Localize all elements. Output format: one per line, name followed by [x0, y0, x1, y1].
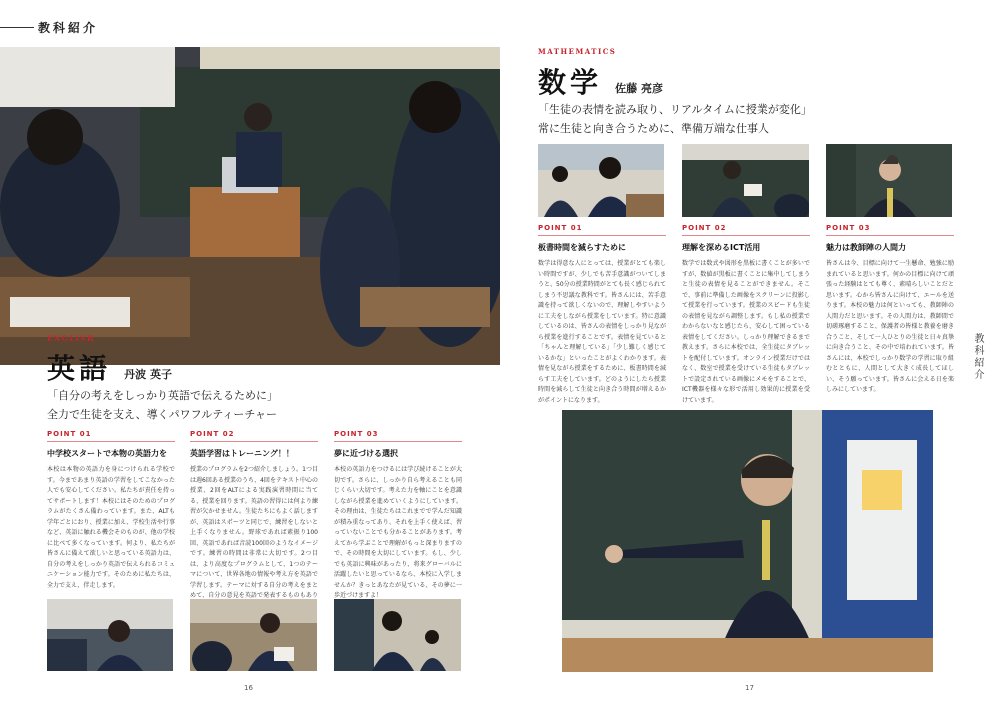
point-title: 中学校スタートで本物の英語力を — [47, 449, 167, 458]
point-rule — [826, 235, 954, 236]
photo-teacher-portrait — [47, 599, 173, 671]
math-label: MATHEMATICS — [538, 47, 617, 56]
point-body: 皆さんは今、目標に向けて一生懸命、勉強に励まれていると思います。何かの目標に向けて頑張った経験はとても尊く、素晴らしいことだと思います。心から皆さんに向けて、エールを送ります。本校の魅力は何といっても、教師陣の人間力だと思います。その人間力は、教師間で切磋琢磨すること、保護者の皆様と教養を磨き合うこと、そして一人ひとりの生徒と日々真摯に向き合うこと、その中で培われています。皆さんには、本校でしっかり数学の学習に取り組むとともに、人間として大きく成長してほしい、そう願っています。皆さんに会える日を楽しみにしています。 — [826, 260, 954, 393]
photo-teacher-pointing — [562, 410, 933, 672]
math-point-1 — [538, 224, 666, 406]
point-title: 魅力は教師陣の人間力 — [826, 243, 906, 252]
point-rule — [190, 441, 318, 442]
point-label: POINT 03 — [334, 430, 379, 438]
english-label: ENGLISH — [47, 334, 96, 343]
photo-teacher-smile — [826, 144, 952, 217]
point-label: POINT 01 — [47, 430, 92, 438]
english-title: 英語 — [47, 352, 112, 385]
photo-teacher-board — [682, 144, 809, 217]
point-rule — [682, 235, 810, 236]
point-rule — [334, 441, 462, 442]
math-title: 数学 — [538, 66, 603, 99]
point-label: POINT 01 — [538, 224, 583, 232]
english-heading — [47, 334, 95, 343]
english-teacher-name: 丹波 英子 — [124, 368, 172, 381]
point-body: 本校の英語力をつけるには学び続けることが大切です。さらに、しっかり自ら考えることも同じくらい大切です。考えた力を軸にことを意識しながら授業を進めていくようにしています。その理由は、生徒たちはこれまでで学んだ知識が積み重なってあり、それを上手く使えば、習っていないことでも分かることがあります。考えてから学ぶことで理解がもっと深まりますので、その時間を大切にしています。もし、少しでも英語に興味があったり、将来グローバルに活躍したいと思っているなら、本校に入学しませんか？きっとあなたが見ている、その夢に一歩近づけますよ！ — [334, 466, 462, 599]
math-lead — [538, 100, 938, 138]
english-lead-line-2: 全力で生徒を支え、導くパワフルティーチャー — [47, 408, 278, 421]
point-title: 英語学習はトレーニング！！ — [190, 449, 294, 458]
english-lead-line-1: 「自分の考えをしっかり英語で伝えるために」 — [47, 389, 278, 402]
math-teacher-name: 佐藤 亮彦 — [615, 82, 663, 95]
point-label: POINT 03 — [826, 224, 871, 232]
english-point-1 — [47, 430, 175, 591]
point-body: 本校は本物の英語力を身につけられる学校です。今まであまり英語の学習をしてこなかった人でも安心してください。私たちが責任を持ってサポートします！本校にはそのためのプログラムがたくさん備わっています。また、ALTも学年ごとにおり、授業に加え、学校生活や行事など、英語に触れる機会そのものが、他の学校に比べて多くなっています。何より、私たちが皆さんに備えて欲しいと思っている英語力は、自分の考えをしっかり英語で伝えられるコミュニケーション能力です。そのために私たちは、全力で支え、伴走します。 — [47, 466, 175, 589]
math-title-row — [538, 61, 663, 101]
english-title-row — [47, 347, 172, 387]
photo-students-desks — [538, 144, 664, 217]
side-tab: 教科紹介 — [972, 333, 983, 381]
math-point-2 — [682, 224, 810, 406]
photo-classroom — [0, 47, 500, 365]
english-point-3 — [334, 430, 462, 602]
photo-teacher-handout — [190, 599, 317, 671]
point-rule — [538, 235, 666, 236]
english-point-2 — [190, 430, 318, 612]
point-title: 理解を深めるICT活用 — [682, 243, 761, 252]
point-body: 数学では数式や図形を黒板に書くことが多いですが、数値が黒板に書くことに集中してしまうと生徒の表情を見ることができません。そこで、事前に準備した画像をスクリーンに投影して授業を行っています。授業のスピードも生徒の表情を見ながら調整します。もし私の授業でわからないなと感じたら、安心して困っている表情をしてください。しっかり理解できるまで教えます。さらに本校では、全生徒にタブレットを配付しています。オンライン授業だけではなく、数室で授業を受けている生徒もタブレットで設定されている画像にメモをすることで、ICT機器を様々な形で活用し効果的に授業を受けています。 — [682, 260, 810, 404]
math-point-3 — [826, 224, 954, 396]
photo-students — [334, 599, 461, 671]
page-number-right: 17 — [745, 684, 754, 692]
point-title: 夢に近づける選択 — [334, 449, 398, 458]
point-body: 授業のプログラムを2つ紹介しましょう。1つ目は週6回ある授業のうち、4回をテキスト中心の授業、2回をALTによる実践演習時間に当てる、授業を回ります。英語の習得には何より練習が欠かせません。生徒たちにもよく話しますが、英語はスポーツと同じで、練習をしないと上手くなりません。野球であれば素振り100回、英語であれば音読100回のようなイメージです。練習の時間は非常に大切です。2つ目は、より高度なプログラムとして、1つのテーマについて、世界各地の情報や考え方を英語で学習します。テーマに対する自分の考えをまとめて、自分の意見を英語で発表するものもあり — [190, 466, 318, 599]
page-number-left: 16 — [244, 684, 253, 692]
section-label: 教科紹介 — [38, 21, 99, 35]
math-lead-line-1: 「生徒の表情を読み取り、リアルタイムに授業が変化」 — [538, 103, 812, 116]
math-lead-line-2: 常に生徒と向き合うために、準備万端な仕事人 — [538, 122, 769, 135]
point-body: 数学は得意な人にとっては、授業がとても楽しい時間ですが、少しでも苦手意識がついてしまうと、50分の授業時間がとても長く感じられてしまう不思議な教科です。皆さんには、苦手意識を持って欲しくないので、理解しやすいように工夫をしながら授業をしています。特に意識しているのは、皆さんの表情をしっかり見ながら授業を進行することです。表情を見ていると「ちゃんと理解している」「少し難しく感じているかな」といったことがよくわかります。表情を見ながら授業をするために、板書時間を減らす工夫をしています。どのようにしたら授業時間を減らして生徒と向き合う時間が増えるかがポイントになります。 — [538, 260, 666, 404]
header-rule — [0, 27, 34, 28]
point-title: 板書時間を減らすために — [538, 243, 626, 252]
point-label: POINT 02 — [682, 224, 727, 232]
point-label: POINT 02 — [190, 430, 235, 438]
point-rule — [47, 441, 175, 442]
english-lead — [47, 386, 377, 424]
